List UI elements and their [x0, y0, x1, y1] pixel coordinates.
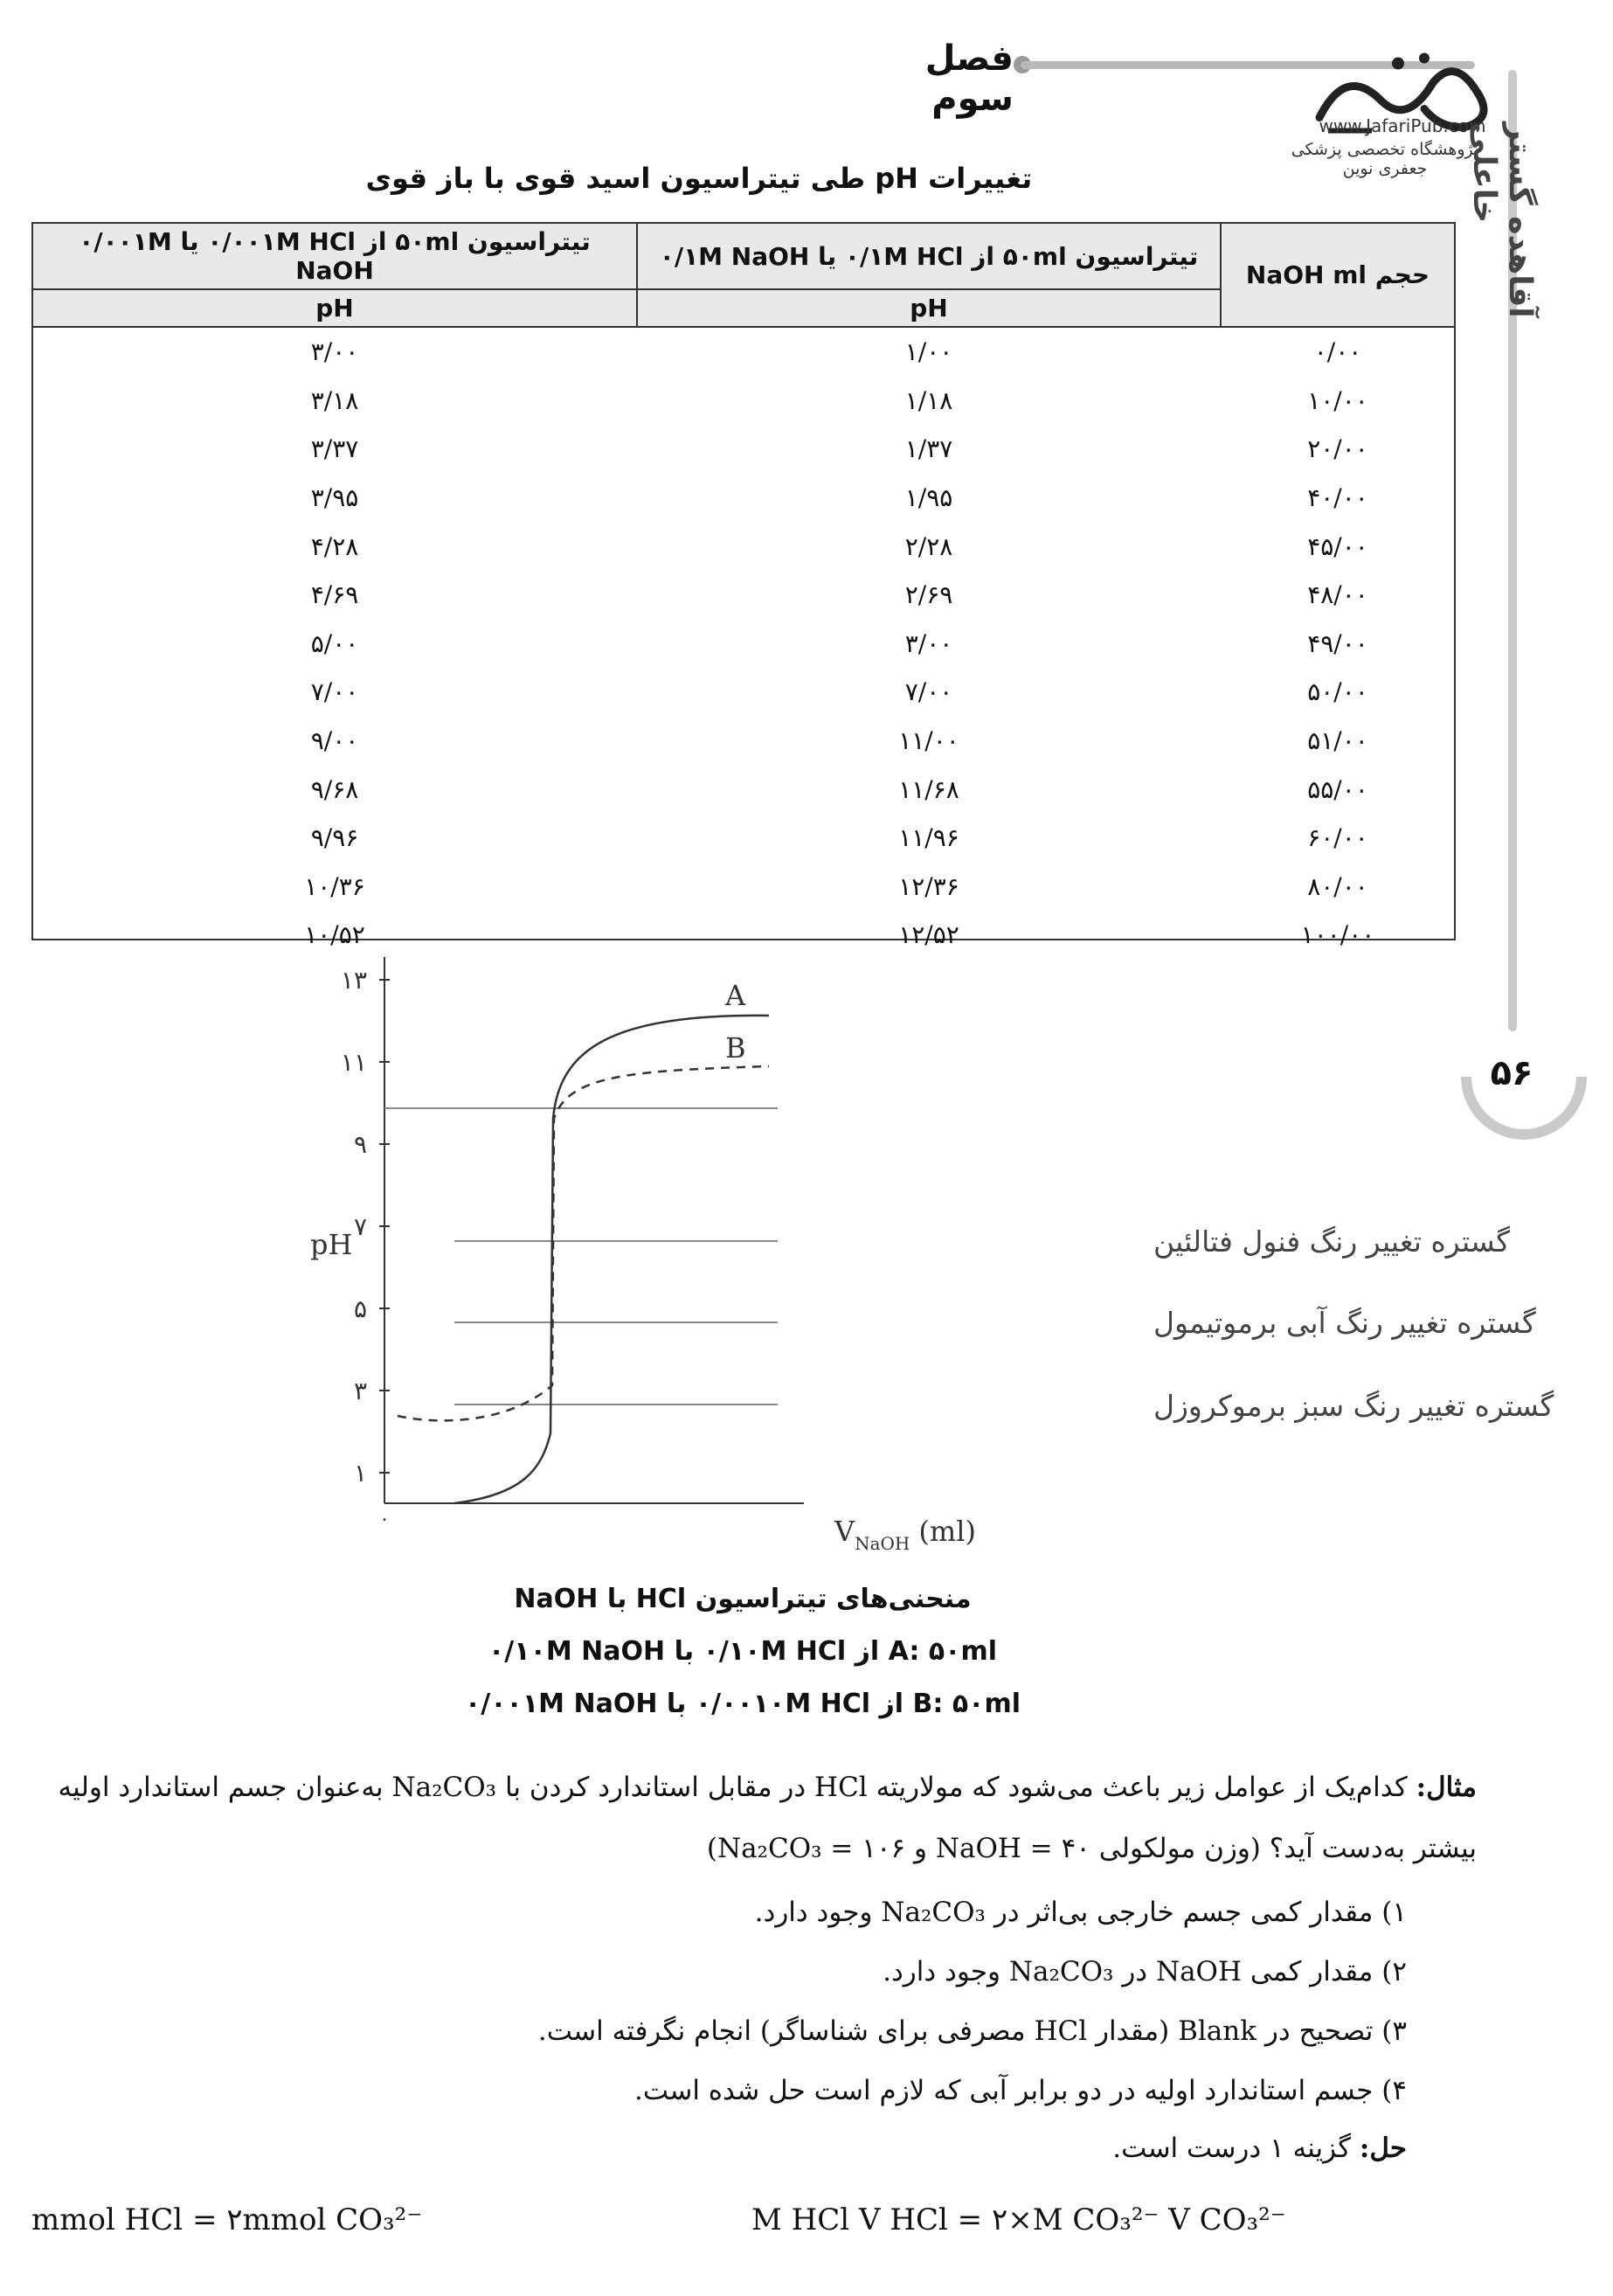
column-header-0-001M: تیتراسیون ۵۰ml از ۰/۰۰۱M HCl یا ۰/۰۰۱M NaOH — [32, 223, 637, 289]
cell-volume: ۴۰/۰۰ — [1307, 483, 1368, 513]
curve-a — [454, 1016, 769, 1503]
table-row — [32, 668, 1455, 717]
y-tick-label: ۷ — [353, 1212, 367, 1241]
cell-ph-0-001M: ۱۰/۵۲ — [304, 920, 365, 950]
cell-ph-0-001M: ۳/۰۰ — [310, 337, 359, 367]
table-row — [32, 474, 1455, 523]
y-axis-label: pH — [310, 1228, 353, 1261]
range-label-phenolphthalein: گستره تغییر رنگ فنول فتالئین — [1153, 1224, 1511, 1259]
cell-ph-0-1M: ۳/۰۰ — [904, 628, 953, 658]
cell-ph-0-1M: ۱/۹۵ — [904, 483, 953, 513]
logo-subtitle: پژوهشگاه تخصصی پزشکی جعفری نوین — [1291, 140, 1479, 178]
cell-ph-0-1M: ۱۱/۹۶ — [898, 823, 959, 853]
solution — [87, 2133, 1407, 2164]
formula-left: mmol HCl = ۲mmol CO₃²⁻ — [31, 2202, 423, 2237]
cell-ph-0-1M: ۱/۳۷ — [904, 434, 953, 464]
y-tick-label: ۱ — [353, 1459, 367, 1488]
option-1: ۱) مقدار کمی جسم خارجی بی‌اثر در Na₂CO₃ وجود دارد. — [754, 1897, 1407, 1928]
cell-volume: ۰/۰۰ — [1313, 337, 1362, 367]
cell-ph-0-1M: ۱۲/۳۶ — [898, 871, 959, 901]
curve-b-label: B — [725, 1031, 746, 1065]
cell-ph-0-001M: ۴/۶۹ — [310, 580, 359, 610]
table-body — [32, 327, 1455, 960]
origin-label: ۰ — [379, 1509, 390, 1530]
subheader-ph: pH — [32, 289, 637, 327]
y-tick-label: ۹ — [353, 1130, 367, 1159]
y-tick-label: ۱۳ — [340, 966, 367, 995]
cell-ph-0-001M: ۵/۰۰ — [310, 628, 359, 658]
cell-ph-0-001M: ۷/۰۰ — [310, 677, 359, 707]
table-row — [32, 571, 1455, 620]
solution-text: گزینه ۱ درست است. — [1112, 2133, 1352, 2164]
curve-a-label: A — [725, 979, 746, 1012]
table-row — [32, 620, 1455, 669]
table-row — [32, 863, 1455, 912]
cell-ph-0-001M: ۳/۳۷ — [310, 434, 359, 464]
x-axis-label-sub: NaOH — [855, 1533, 910, 1554]
table-row — [32, 327, 1455, 377]
cell-ph-0-001M: ۹/۰۰ — [310, 726, 359, 756]
solution-label: حل: — [1359, 2133, 1407, 2164]
range-label-bromocresol: گستره تغییر رنگ سبز برموکروزل — [1153, 1389, 1554, 1423]
page-number: ۵۶ — [1490, 1053, 1533, 1093]
cell-volume: ۶۰/۰۰ — [1307, 823, 1368, 853]
cell-volume: ۴۹/۰۰ — [1307, 628, 1368, 658]
table-caption: تغییرات pH طی تیتراسیون اسید قوی با باز قوی — [365, 162, 1033, 195]
cell-ph-0-001M: ۹/۹۶ — [310, 823, 359, 853]
column-header-volume: حجم NaOH ml — [1221, 223, 1455, 327]
cell-ph-0-001M: ۹/۶۸ — [310, 774, 359, 804]
y-ticks — [341, 966, 390, 1488]
cell-ph-0-1M: ۲/۶۹ — [904, 580, 953, 610]
ph-titration-table — [31, 222, 1456, 960]
table-row — [32, 425, 1455, 474]
cell-volume: ۴۵/۰۰ — [1307, 531, 1368, 561]
cell-volume: ۵۰/۰۰ — [1307, 677, 1368, 707]
cell-volume: ۵۵/۰۰ — [1307, 774, 1368, 804]
cell-volume: ۵۱/۰۰ — [1307, 726, 1368, 756]
figure-caption-a: A: ۵۰ml از ۰/۱۰M HCl با ۰/۱۰M NaOH — [488, 1636, 997, 1667]
cell-ph-0-001M: ۱۰/۳۶ — [304, 871, 365, 901]
cell-ph-0-1M: ۱/۱۸ — [904, 385, 953, 415]
question-label: مثال: — [1416, 1772, 1477, 1803]
formula-right: M HCl V HCl = ۲×M CO₃²⁻ V CO₃²⁻ — [751, 2202, 1286, 2237]
figure-caption — [350, 1573, 1136, 1731]
cell-ph-0-1M: ۱۲/۵۲ — [898, 920, 959, 950]
subheader-ph: pH — [637, 289, 1221, 327]
cell-ph-0-001M: ۴/۲۸ — [310, 531, 359, 561]
figure-caption-b: B: ۵۰ml از ۰/۰۰۱۰M HCl با ۰/۰۰۱M NaOH — [464, 1689, 1021, 1719]
range-label-bromothymol: گستره تغییر رنگ آبی برموتیمول — [1153, 1306, 1536, 1340]
cell-ph-0-1M: ۷/۰۰ — [904, 677, 953, 707]
cell-ph-0-001M: ۳/۱۸ — [310, 385, 359, 415]
x-axis-label-unit: (ml) — [918, 1515, 976, 1548]
x-axis-label-main: V — [834, 1515, 855, 1548]
x-axis-label — [834, 1515, 976, 1554]
cell-volume: ۱۰/۰۰ — [1307, 385, 1368, 415]
cell-ph-0-1M: ۱۱/۶۸ — [898, 774, 959, 804]
table-row — [32, 717, 1455, 766]
cell-ph-0-1M: ۱/۰۰ — [904, 337, 953, 367]
table-row — [32, 522, 1455, 571]
y-tick-label: ۳ — [353, 1377, 367, 1405]
table-row — [32, 377, 1455, 426]
option-2: ۲) مقدار کمی NaOH در Na₂CO₃ وجود دارد. — [883, 1956, 1407, 1987]
table-row — [32, 814, 1455, 863]
table-row — [32, 765, 1455, 814]
cell-volume: ۲۰/۰۰ — [1307, 434, 1368, 464]
column-header-0-1M: تیتراسیون ۵۰ml از ۰/۱M HCl یا ۰/۱M NaOH — [637, 223, 1221, 289]
cell-ph-0-1M: ۲/۲۸ — [904, 531, 953, 561]
question-text — [26, 1757, 1477, 1879]
side-text: آقاهده گستر خاعلی — [1466, 122, 1538, 318]
cell-volume: ۱۰۰/۰۰ — [1300, 920, 1375, 950]
cell-volume: ۸۰/۰۰ — [1307, 871, 1368, 901]
cell-ph-0-001M: ۳/۹۵ — [310, 483, 359, 513]
logo-url: www.JafariPub.com — [1319, 115, 1486, 136]
cell-ph-0-1M: ۱۱/۰۰ — [898, 726, 959, 756]
y-tick-label: ۱۱ — [340, 1048, 367, 1077]
option-4: ۴) جسم استاندارد اولیه در دو برابر آبی که لازم است حل شده است. — [634, 2075, 1407, 2106]
figure-caption-title: منحنی‌های تیتراسیون HCl با NaOH — [514, 1584, 972, 1614]
question-body: کدام‌یک از عوامل زیر باعث می‌شود که مولاریته HCl در مقابل استاندارد کردن با Na₂CO₃ به‌عنوان جسم استاندارد اولیه بیشتر به‌دست آید؟ (وزن مولکولی NaOH = ۴۰ و Na₂CO₃ = ۱۰۶) — [58, 1772, 1477, 1864]
option-3: ۳) تصحیح در Blank (مقدار HCl مصرفی برای شناساگر) انجام نگرفته است. — [537, 2015, 1407, 2047]
curve-b — [398, 1066, 769, 1420]
chapter-title: فصل سوم — [924, 38, 1014, 119]
cell-volume: ۴۸/۰۰ — [1307, 580, 1368, 610]
y-tick-label: ۵ — [353, 1294, 367, 1323]
